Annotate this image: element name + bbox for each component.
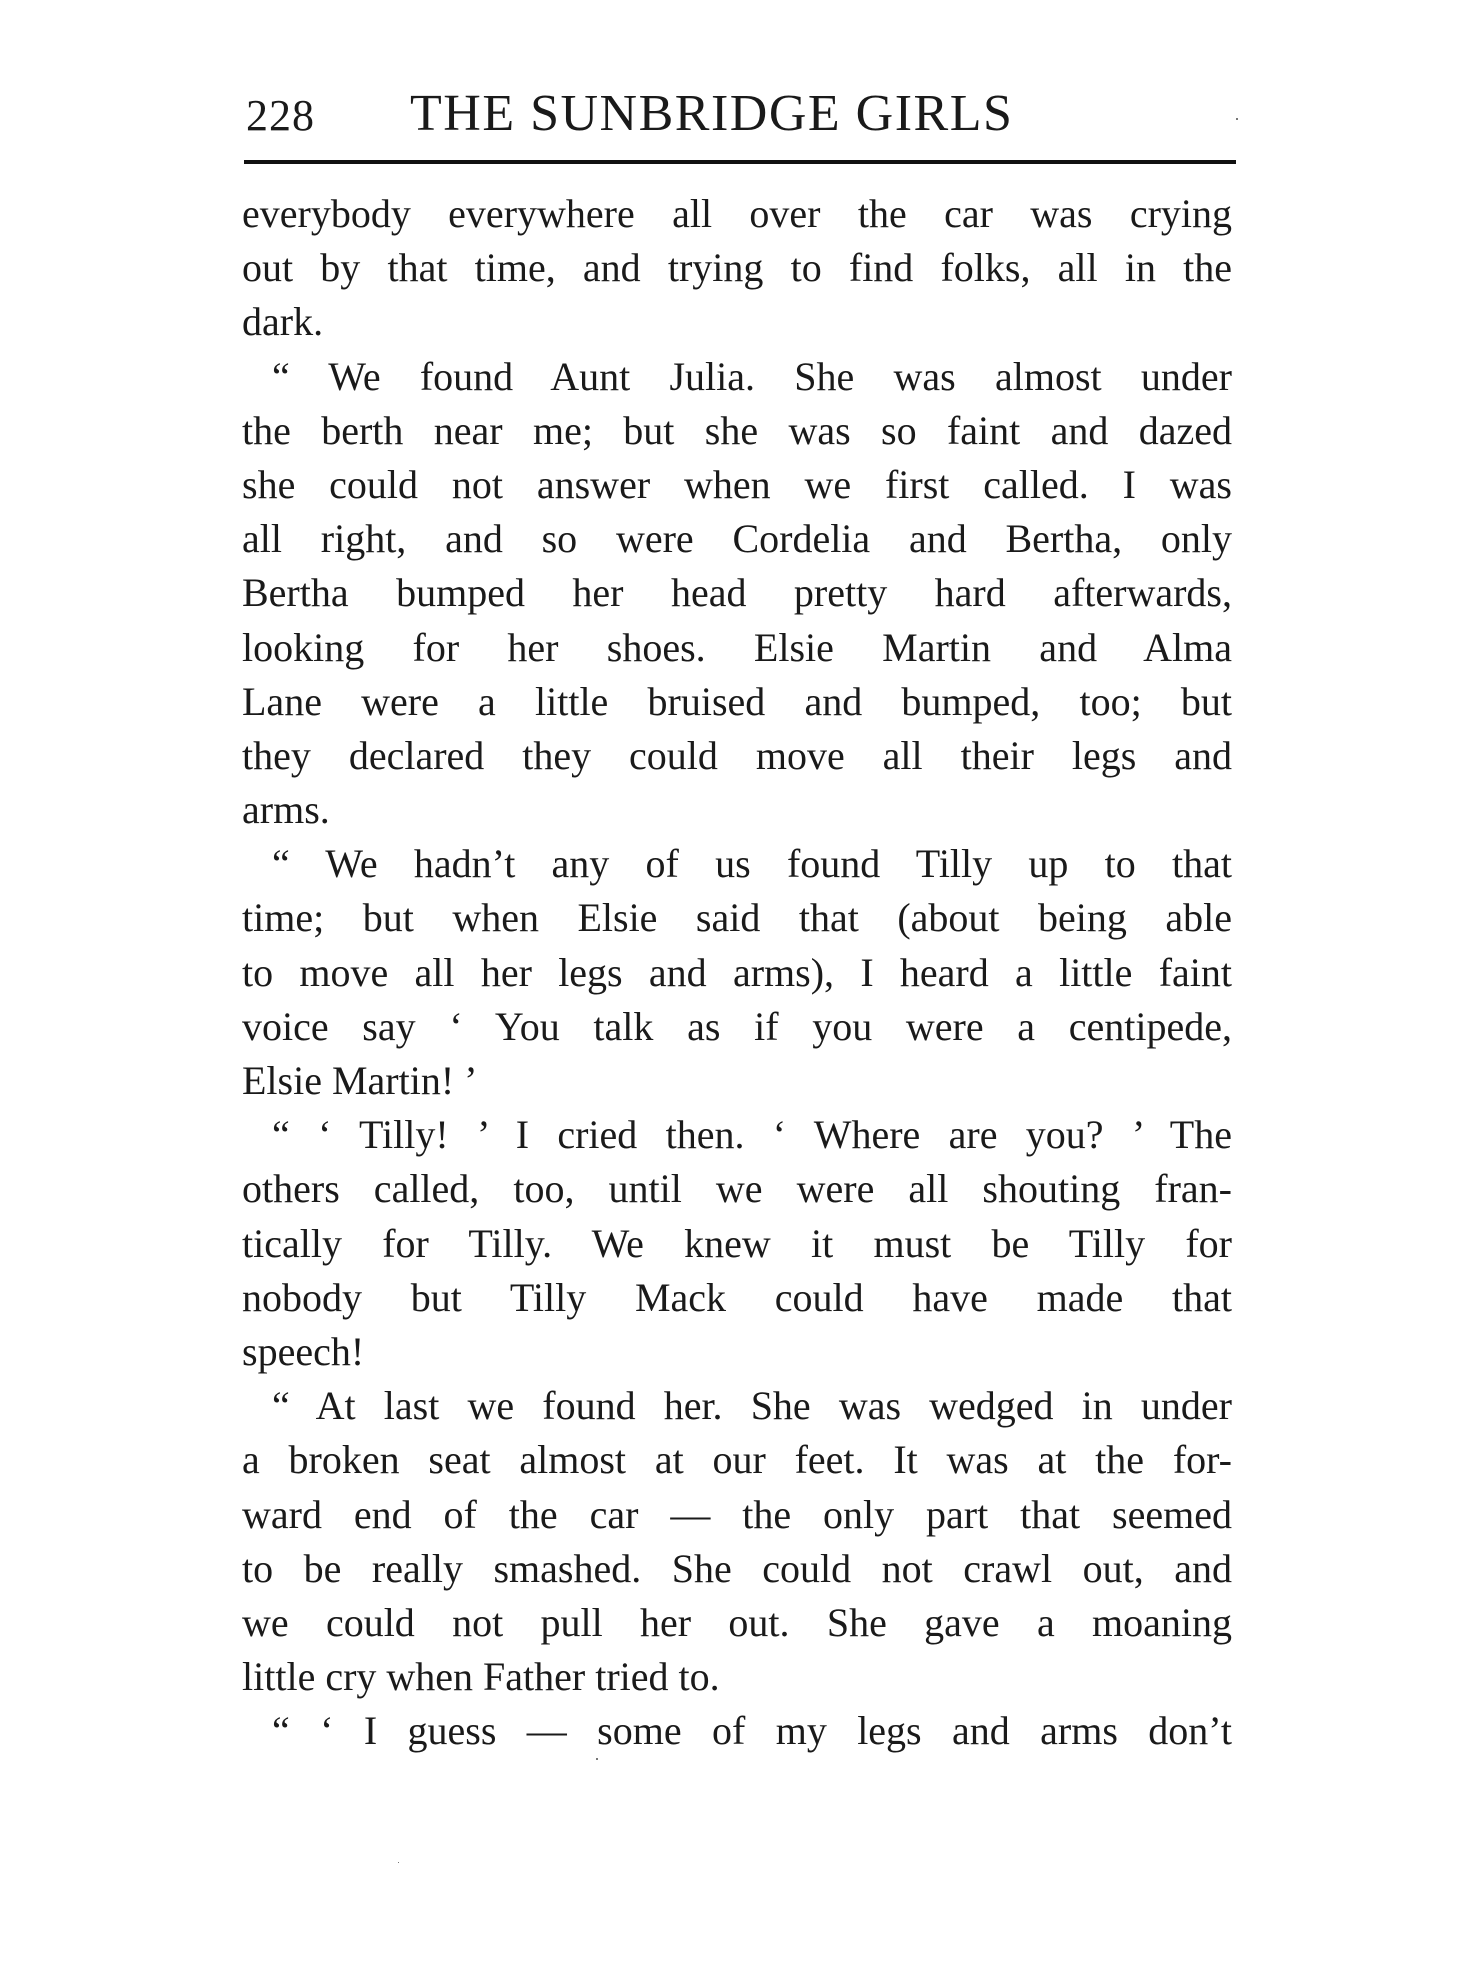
text-line: dark. [242,299,324,345]
scan-speck [596,1758,598,1760]
text-line: speech! [242,1328,365,1374]
text-line: we could not pull her out. She gave a moaning [242,1599,1232,1645]
text-line: voice say ‘ You talk as if you were a centipede, [242,1003,1232,1049]
running-title: THE SUNBRIDGE GIRLS [410,85,1014,142]
text-line: ward end of the car — the only part that seemed [242,1491,1232,1537]
scan-speck [1236,118,1238,120]
text-line: “ ‘ Tilly! ’ I cried then. ‘ Where are you? ’ The [272,1112,1232,1158]
text-line: “ At last we found her. She was wedged in under [272,1383,1232,1429]
text-line: all right, and so were Cordelia and Bertha, only [242,516,1232,562]
text-line: everybody everywhere all over the car was crying [242,191,1232,236]
text-line: little cry when Father tried to. [242,1654,720,1700]
text-line: nobody but Tilly Mack could have made that [242,1274,1232,1320]
text-line: they declared they could move all their legs and [242,732,1232,778]
text-line: looking for her shoes. Elsie Martin and Alma [242,624,1232,670]
header-rule [244,160,1236,164]
text-line: a broken seat almost at our feet. It was at the for- [242,1437,1232,1483]
scan-speck [398,1862,399,1863]
text-line: “ ‘ I guess — some of my legs and arms don’t [272,1708,1232,1754]
body-text [242,187,1232,1758]
text-line: she could not answer when we first called. I was [242,461,1232,507]
text-line: others called, too, until we were all shouting fran- [242,1166,1232,1212]
text-line: Lane were a little bruised and bumped, too; but [242,678,1232,724]
text-line: arms. [242,787,330,833]
page-number: 228 [246,91,315,140]
text-line: time; but when Elsie said that (about being able [242,895,1232,941]
text-line: the berth near me; but she was so faint and dazed [242,407,1232,453]
text-line: out by that time, and trying to find folks, all in the [242,245,1232,291]
text-line: to be really smashed. She could not crawl out, and [242,1545,1232,1591]
text-line: “ We found Aunt Julia. She was almost under [272,353,1232,399]
running-head [246,84,1236,154]
text-line: to move all her legs and arms), I heard a little faint [242,949,1232,995]
text-line: tically for Tilly. We knew it must be Tilly for [242,1220,1232,1266]
text-line: Elsie Martin! ’ [242,1058,478,1103]
text-line: Bertha bumped her head pretty hard afterwards, [242,570,1232,616]
text-line: “ We hadn’t any of us found Tilly up to that [272,841,1232,887]
